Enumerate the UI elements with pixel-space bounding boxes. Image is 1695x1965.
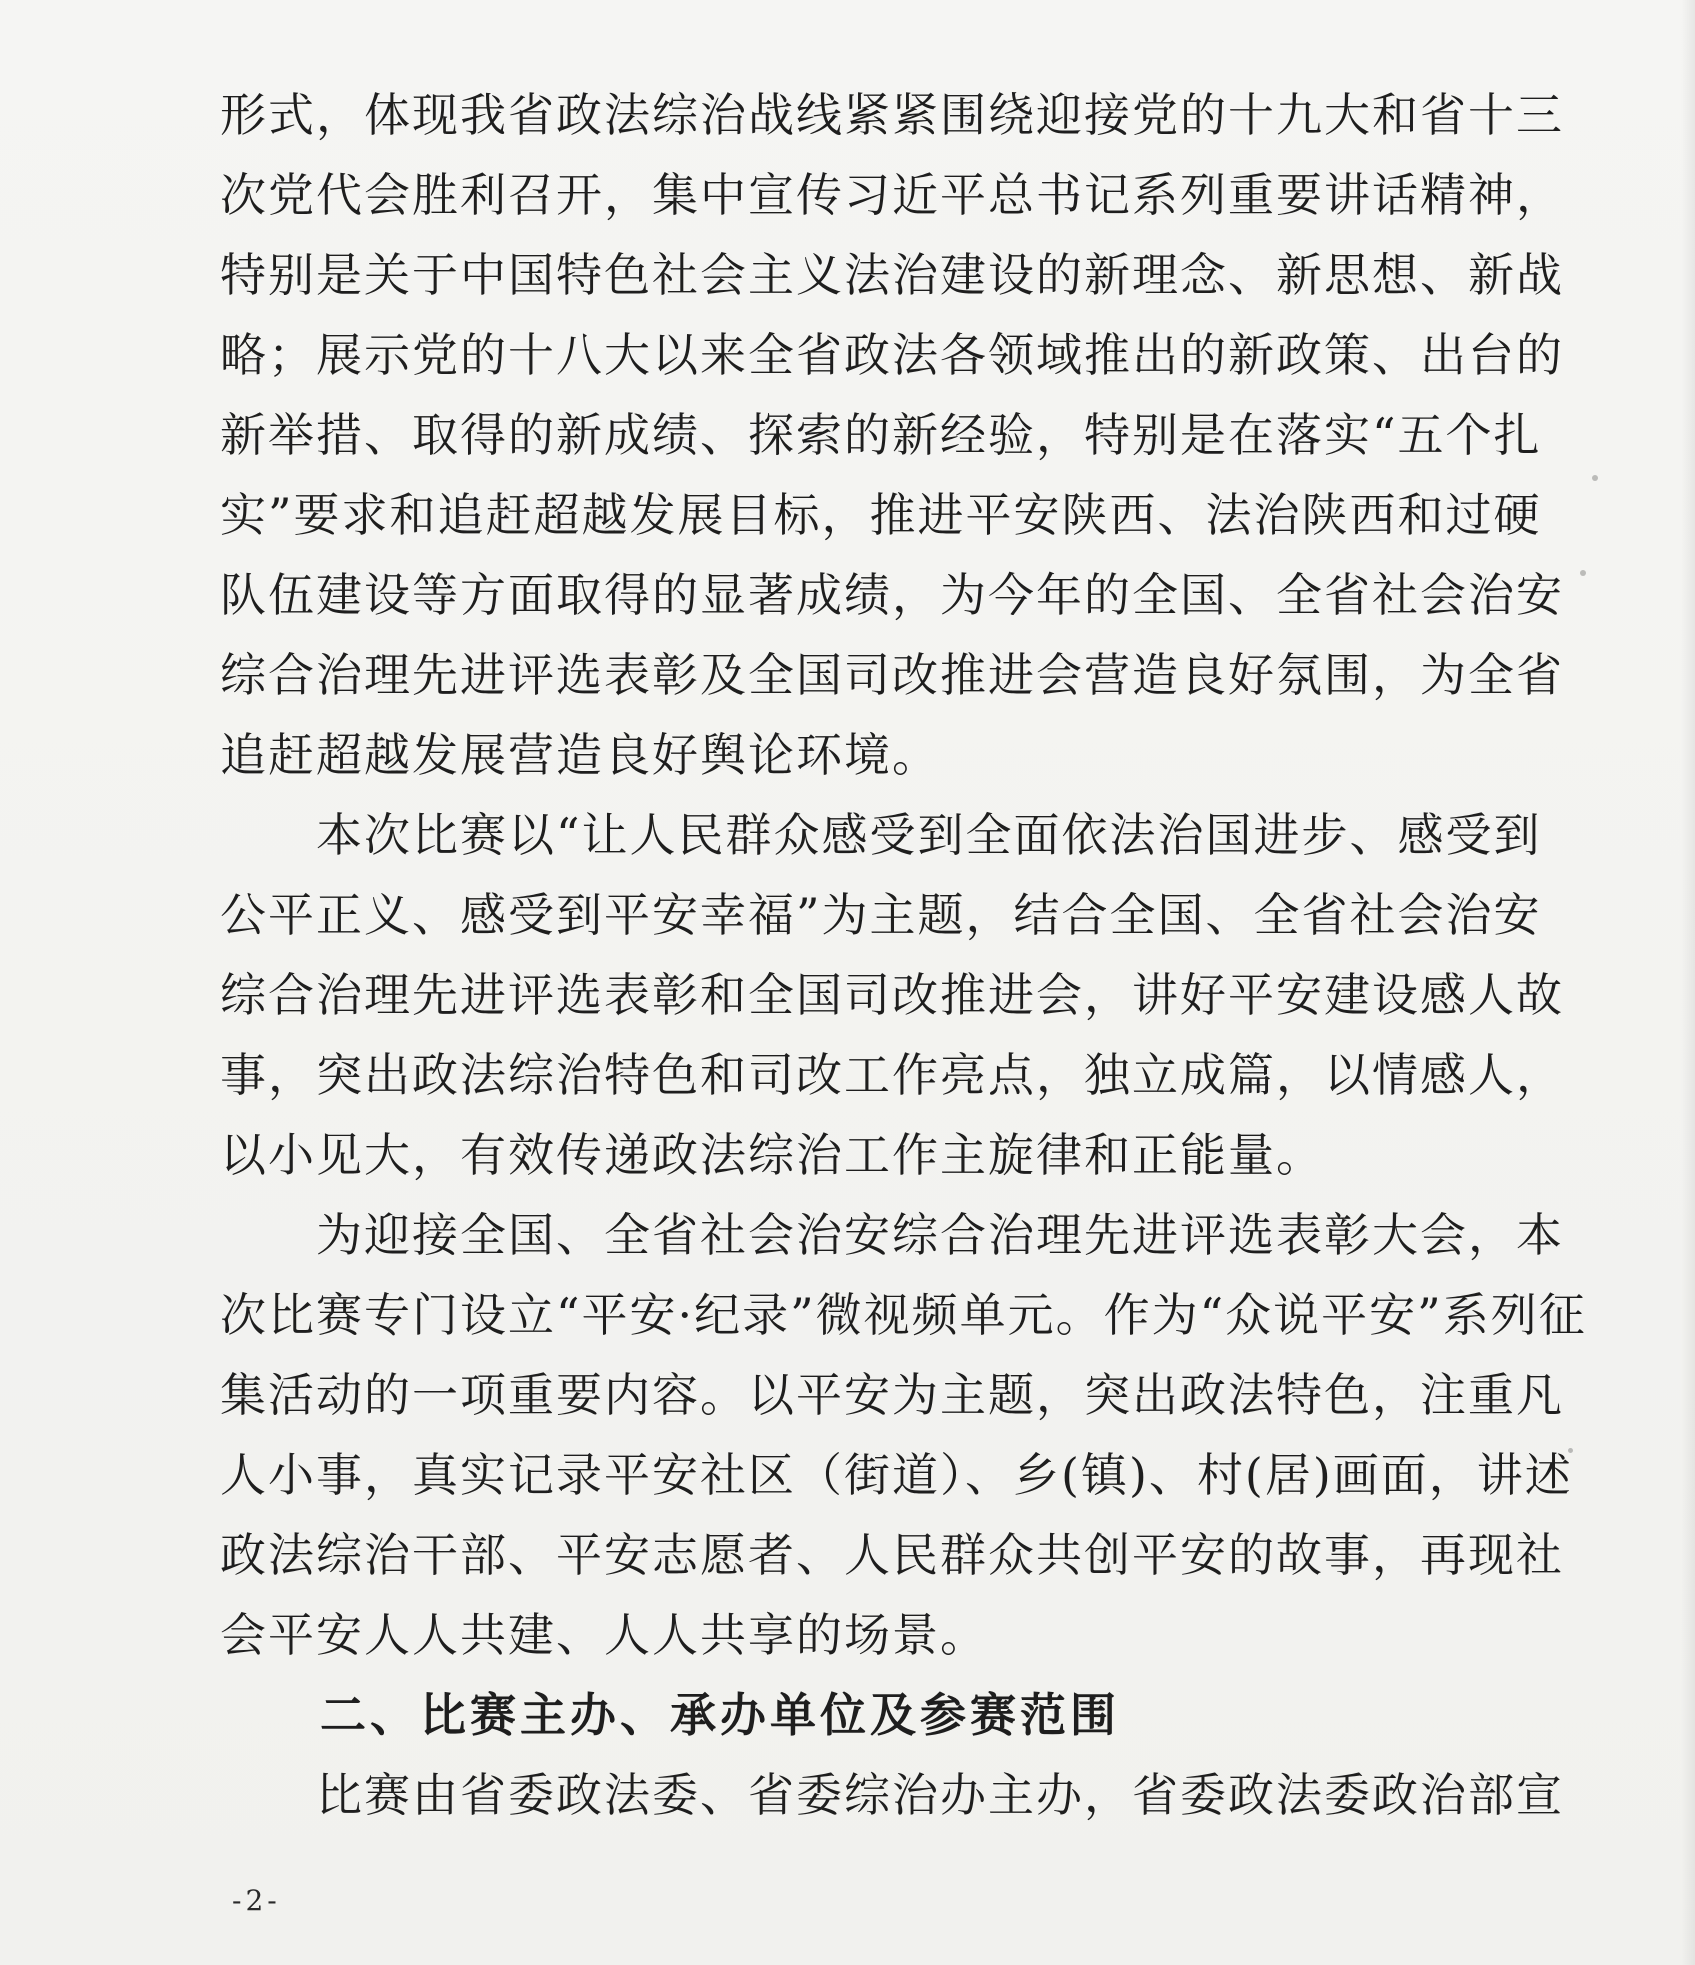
text-line: 次比赛专门设立“平安·纪录”微视频单元。作为“众说平安”系列征 xyxy=(220,1288,1587,1342)
section-heading: 二、比赛主办、承办单位及参赛范围 xyxy=(220,1688,1120,1742)
scan-speck xyxy=(1568,1448,1573,1453)
text-line: 比赛由省委政法委、省委综治办主办，省委政法委政治部宣 xyxy=(220,1768,1564,1822)
text-line: 综合治理先进评选表彰和全国司改推进会，讲好平安建设感人故 xyxy=(220,968,1564,1022)
text-line: 特别是关于中国特色社会主义法治建设的新理念、新思想、新战 xyxy=(220,248,1564,302)
text-line: 政法综治干部、平安志愿者、人民群众共创平安的故事，再现社 xyxy=(220,1528,1564,1582)
text-line: 形式，体现我省政法综治战线紧紧围绕迎接党的十九大和省十三 xyxy=(220,88,1564,142)
scan-speck xyxy=(1580,570,1586,576)
text-line: 本次比赛以“让人民群众感受到全面依法治国进步、感受到 xyxy=(220,808,1542,862)
text-line: 集活动的一项重要内容。以平安为主题，突出政法特色，注重凡 xyxy=(220,1368,1564,1422)
text-line: 为迎接全国、全省社会治安综合治理先进评选表彰大会，本 xyxy=(220,1208,1564,1262)
text-line: 公平正义、感受到平安幸福”为主题，结合全国、全省社会治安 xyxy=(220,888,1542,942)
scan-speck xyxy=(1592,475,1598,481)
text-line: 实”要求和追赶超越发展目标，推进平安陕西、法治陕西和过硬 xyxy=(220,488,1542,542)
text-line: 略；展示党的十八大以来全省政法各领域推出的新政策、出台的 xyxy=(220,328,1564,382)
text-line: 会平安人人共建、人人共享的场景。 xyxy=(220,1608,988,1662)
text-line: 综合治理先进评选表彰及全国司改推进会营造良好氛围，为全省 xyxy=(220,648,1564,702)
text-line: 以小见大，有效传递政法综治工作主旋律和正能量。 xyxy=(220,1128,1324,1182)
text-line: 新举措、取得的新成绩、探索的新经验，特别是在落实“五个扎 xyxy=(220,408,1542,462)
text-line: 人小事，真实记录平安社区（街道）、乡(镇)、村(居)画面，讲述 xyxy=(220,1448,1573,1502)
body-text xyxy=(220,75,1587,1835)
text-line: 事，突出政法综治特色和司改工作亮点，独立成篇，以情感人， xyxy=(220,1048,1564,1102)
page-number: -2- xyxy=(232,1884,281,1917)
scan-edge-shadow xyxy=(1681,0,1695,1965)
text-line: 次党代会胜利召开，集中宣传习近平总书记系列重要讲话精神， xyxy=(220,168,1564,222)
text-line: 队伍建设等方面取得的显著成绩，为今年的全国、全省社会治安 xyxy=(220,568,1564,622)
text-line: 追赶超越发展营造良好舆论环境。 xyxy=(220,728,940,782)
